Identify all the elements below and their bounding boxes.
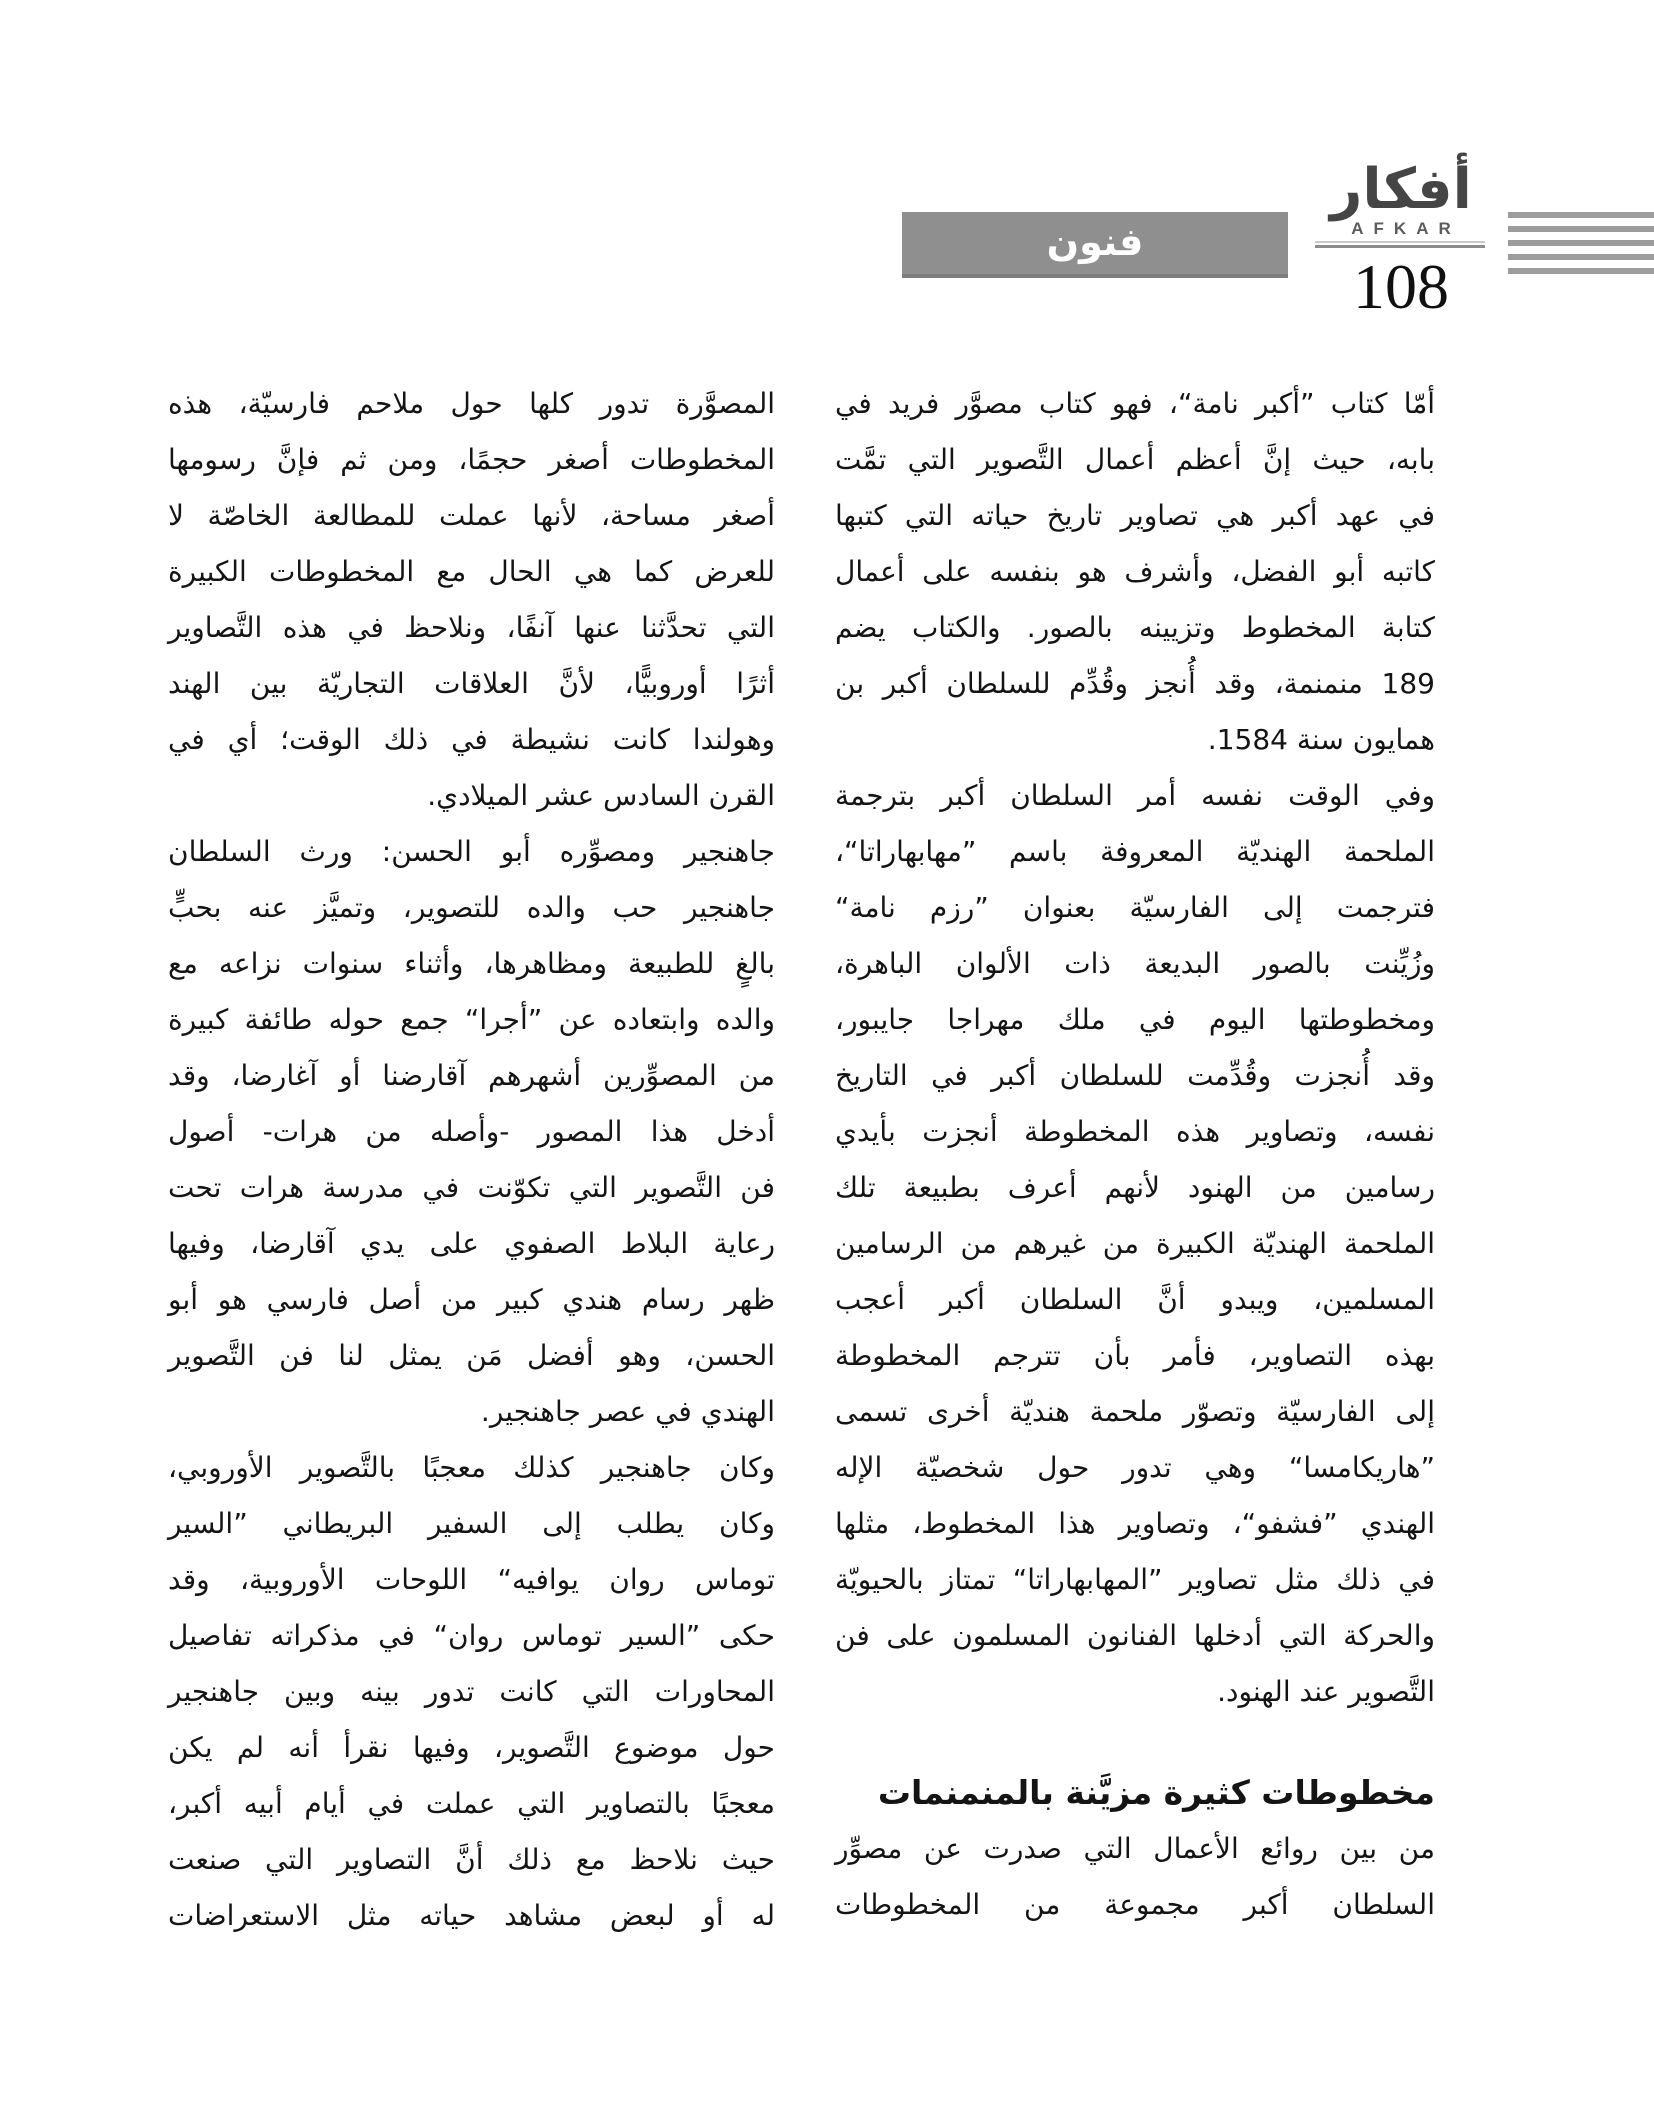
text-line: 189 منمنمة، وقد أُنجز وقُدِّم للسلطان أكبر بن	[835, 667, 1435, 700]
text-line: بابه، حيث إنَّ أعظم أعمال التَّصوير التي تمَّت	[835, 443, 1435, 476]
text-line: له أو لبعض مشاهد حياته مثل الاستعراضات	[168, 1899, 775, 1932]
text-line: رسامين من الهنود لأنهم أعرف بطبيعة تلك	[835, 1171, 1435, 1204]
text-line: الحسن، وهو أفضل مَن يمثل لنا فن التَّصوير	[168, 1339, 775, 1372]
stripe	[1508, 254, 1654, 260]
text-line: كتابة المخطوط وتزيينه بالصور. والكتاب يضم	[835, 611, 1435, 644]
text-line: بهذه التصاوير، فأمر بأن تترجم المخطوطة	[835, 1339, 1435, 1372]
text-line: المسلمين، ويبدو أنَّ السلطان أكبر أعجب	[835, 1283, 1435, 1316]
text-line: المصوَّرة تدور كلها حول ملاحم فارسيّة، هذه	[168, 387, 775, 420]
text-line: التي تحدَّثنا عنها آنفًا، ونلاحظ في هذه التَّصاوير	[168, 611, 775, 644]
text-line: في عهد أكبر هي تصاوير تاريخ حياته التي كتبها	[835, 499, 1435, 532]
text-line: الملحمة الهنديّة المعروفة باسم ”مهابهاراتا“،	[835, 835, 1435, 868]
stripe	[1508, 240, 1654, 246]
text-line: السلطان أكبر مجموعة من المخطوطات	[835, 1888, 1435, 1921]
text-line: ومخطوطتها اليوم في ملك مهراجا جايبور،	[835, 1003, 1435, 1036]
stripe	[1508, 226, 1654, 232]
text-line: أثرًا أوروبيًّا، لأنَّ العلاقات التجاريّة بين الهند	[168, 667, 775, 700]
text-line: إلى الفارسيّة وتصوّر ملحمة هنديّة أخرى تسمى	[835, 1395, 1435, 1428]
text-line: وكان جاهنجير كذلك معجبًا بالتَّصوير الأوروبي،	[168, 1451, 775, 1484]
text-line: المحاورات التي كانت تدور بينه وبين جاهنجير	[168, 1675, 775, 1708]
text-line: أصغر مساحة، لأنها عملت للمطالعة الخاصّة لا	[168, 499, 775, 532]
text-line: حكى ”السير توماس روان“ في مذكراته تفاصيل	[168, 1619, 775, 1652]
subheading: مخطوطات كثيرة مزيَّنة بالمنمنمات	[877, 1773, 1435, 1812]
text-line: من بين روائع الأعمال التي صدرت عن مصوِّر	[835, 1832, 1435, 1865]
text-line: والده وابتعاده عن ”أجرا“ جمع حوله طائفة كبيرة	[168, 1003, 775, 1036]
paragraph	[168, 824, 775, 1440]
text-line: للعرض كما هي الحال مع المخطوطات الكبيرة	[168, 555, 775, 588]
text-line: أدخل هذا المصور -وأصله من هرات- أصول	[168, 1115, 775, 1148]
page-number: 108	[1353, 251, 1449, 322]
text-line: توماس روان يوافيه“ اللوحات الأوروبية، وقد	[168, 1563, 775, 1596]
text-line: القرن السادس عشر الميلادي.	[427, 779, 775, 812]
text-line: في ذلك مثل تصاوير ”المهابهاراتا“ تمتاز بالحيويّة	[835, 1563, 1435, 1596]
text-line: أمّا كتاب ”أكبر نامة“، فهو كتاب مصوَّر فريد في	[835, 387, 1435, 420]
text-line: معجبًا بالتصاوير التي عملت في أيام أبيه أكبر،	[168, 1787, 775, 1820]
text-line: والحركة التي أدخلها الفنانون المسلمون على فن	[835, 1619, 1435, 1652]
text-line: ظهر رسام هندي كبير من أصل فارسي هو أبو	[168, 1283, 775, 1316]
text-line: همايون سنة 1584.	[1207, 723, 1435, 756]
text-line: التَّصوير عند الهنود.	[1217, 1675, 1435, 1708]
stripe	[1508, 268, 1654, 274]
stripe	[1508, 212, 1654, 218]
logo-divider-light-line	[1315, 241, 1485, 243]
logo-divider	[1315, 241, 1485, 248]
text-line: ”هاريكامسا“ وهي تدور حول شخصيّة الإله	[835, 1451, 1435, 1484]
text-line: وكان يطلب إلى السفير البريطاني ”السير	[168, 1507, 775, 1540]
magazine-logo-latin: AFKAR	[1351, 219, 1461, 238]
text-line: وهولندا كانت نشيطة في ذلك الوقت؛ أي في	[168, 723, 775, 756]
text-line: الهندي في عصر جاهنجير.	[480, 1395, 775, 1428]
text-line: حول موضوع التَّصوير، وفيها نقرأ أنه لم يكن	[168, 1731, 775, 1764]
logo-divider-dark-line	[1315, 245, 1485, 248]
paragraph	[168, 1440, 775, 1944]
section-label-bar	[902, 212, 1288, 278]
text-line: جاهنجير حب والده للتصوير، وتميَّز عنه بحبٍّ	[168, 891, 775, 924]
section-label: فنون	[1046, 220, 1144, 264]
text-line: الهندي ”فشفو“، وتصاوير هذا المخطوط، مثلها	[835, 1507, 1435, 1540]
text-line: رعاية البلاط الصفوي على يدي آقارضا، وفيها	[168, 1227, 775, 1260]
magazine-logo-arabic: أفكار	[1330, 157, 1472, 222]
paragraph	[835, 768, 1435, 1720]
text-line: وفي الوقت نفسه أمر السلطان أكبر بترجمة	[835, 779, 1435, 812]
text-line: بالغٍ للطبيعة ومظاهرها، وأثناء سنوات نزاعه مع	[168, 947, 775, 980]
paragraph	[835, 1821, 1435, 1933]
text-line: جاهنجير ومصوِّره أبو الحسن: ورث السلطان	[168, 835, 775, 868]
text-line: وقد أُنجزت وقُدِّمت للسلطان أكبر في التاريخ	[835, 1059, 1435, 1092]
text-line: فن التَّصوير التي تكوّنت في مدرسة هرات تحت	[168, 1171, 775, 1204]
text-line: المخطوطات أصغر حجمًا، ومن ثم فإنَّ رسومها	[168, 443, 775, 476]
article-column-left	[168, 376, 775, 1944]
text-line: نفسه، وتصاوير هذه المخطوطة أنجزت بأيدي	[835, 1115, 1435, 1148]
text-line: فترجمت إلى الفارسيّة بعنوان ”رزم نامة“	[835, 891, 1435, 924]
text-line: الملحمة الهنديّة الكبيرة من غيرهم من الرسامين	[835, 1227, 1435, 1260]
paragraph	[168, 376, 775, 824]
text-line: حيث نلاحظ مع ذلك أنَّ التصاوير التي صنعت	[168, 1843, 775, 1876]
text-line: كاتبه أبو الفضل، وأشرف هو بنفسه على أعمال	[835, 555, 1435, 588]
article-column-right	[835, 376, 1435, 1933]
decorative-stripes	[1508, 212, 1654, 282]
paragraph	[835, 376, 1435, 768]
text-line: وزُيِّنت بالصور البديعة ذات الألوان الباهرة،	[835, 947, 1435, 980]
text-line: من المصوِّرين أشهرهم آقارضنا أو آغارضا، وقد	[168, 1059, 775, 1092]
